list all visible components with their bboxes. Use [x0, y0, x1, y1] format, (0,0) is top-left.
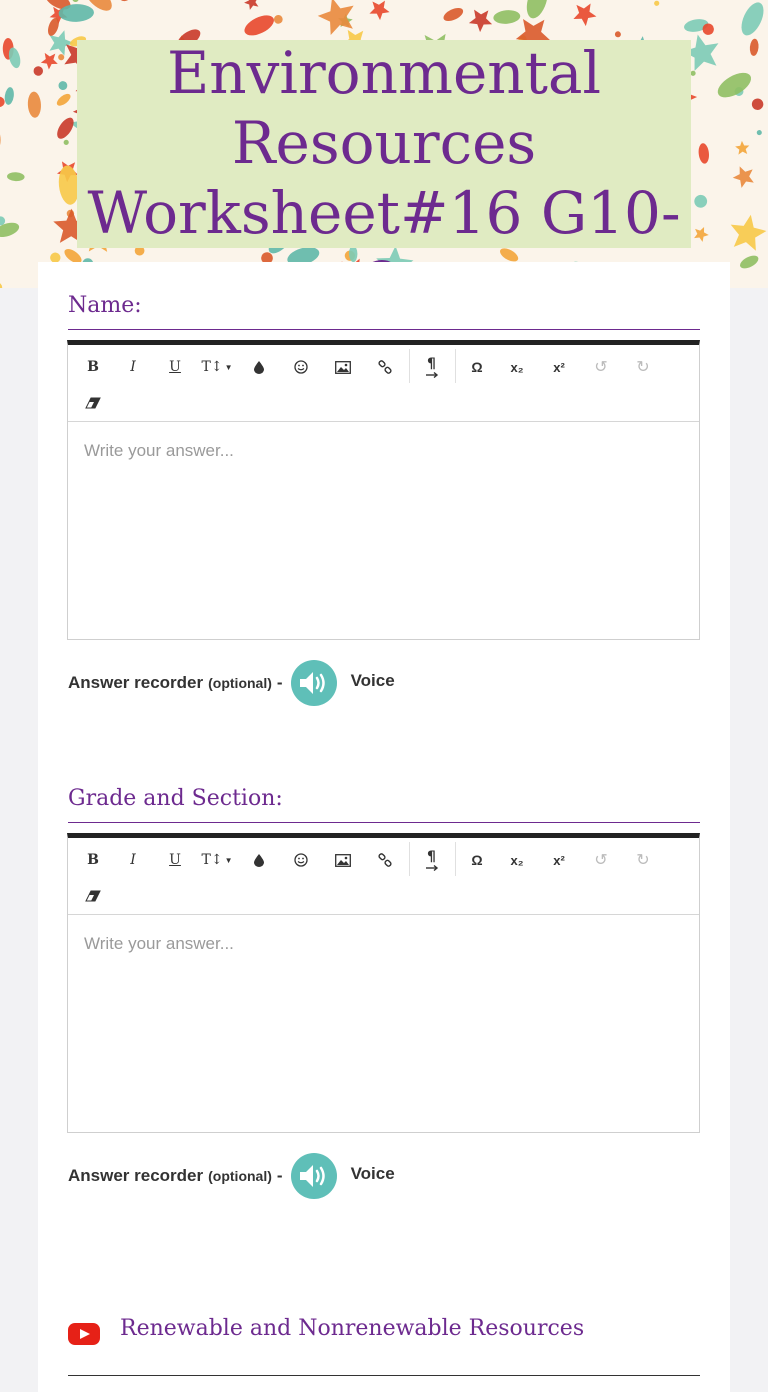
answer-recorder	[68, 660, 395, 706]
emoji-icon	[294, 360, 308, 374]
leaf-decoration	[523, 0, 552, 21]
recorder-dash: -	[276, 1166, 283, 1185]
leaf-decoration	[737, 0, 768, 39]
svg-text:¶: ¶	[427, 849, 436, 865]
text-size-button[interactable]	[200, 351, 234, 383]
emoji-button[interactable]	[284, 844, 318, 876]
bold-button[interactable]: B	[87, 852, 99, 868]
clear-format-button[interactable]	[76, 387, 110, 419]
underline-button[interactable]: U	[169, 852, 181, 868]
leaf-decoration	[118, 0, 131, 1]
recorder-label: Answer recorder	[68, 673, 204, 692]
chevron-down-icon: ▼	[224, 362, 233, 372]
editor-toolbar	[68, 838, 699, 915]
leaf-decoration	[33, 65, 44, 76]
leaf-decoration	[54, 115, 77, 142]
leaf-decoration	[465, 3, 497, 35]
emoji-button[interactable]	[284, 351, 318, 383]
paragraph-direction-button[interactable]	[415, 844, 449, 876]
color-drop-icon	[254, 361, 264, 374]
link-button[interactable]	[368, 844, 402, 876]
video-title[interactable]: Renewable and Nonrenewable Resources	[120, 1316, 585, 1341]
recorder-dash: -	[276, 673, 283, 692]
bold-button[interactable]: B	[87, 359, 99, 375]
italic-button[interactable]: I	[130, 359, 136, 375]
recorder-optional: (optional)	[208, 1168, 272, 1184]
leaf-decoration	[57, 80, 69, 92]
voice-label: Voice	[350, 1164, 395, 1183]
text-color-button[interactable]	[242, 844, 276, 876]
leaf-decoration	[714, 68, 755, 102]
leaf-decoration	[493, 9, 521, 25]
section-divider	[68, 1375, 700, 1376]
special-char-button[interactable]: Ω	[471, 852, 483, 868]
redo-button[interactable]: ↻	[636, 359, 650, 376]
title-line-2: Resources	[231, 109, 537, 177]
answer-placeholder[interactable]: Write your answer...	[84, 441, 234, 460]
youtube-icon	[68, 1322, 100, 1346]
leaf-decoration	[653, 0, 660, 7]
leaf-decoration	[738, 253, 760, 271]
leaf-decoration	[730, 213, 768, 254]
leaf-decoration	[733, 139, 753, 158]
leaf-decoration	[4, 87, 15, 106]
voice-record-button[interactable]	[291, 1153, 337, 1199]
image-button[interactable]	[326, 351, 360, 383]
leaf-decoration	[274, 15, 283, 24]
chevron-down-icon: ▼	[224, 855, 233, 865]
speaker-icon	[297, 669, 331, 697]
leaf-decoration	[72, 0, 79, 2]
paragraph-direction-button[interactable]	[415, 351, 449, 383]
leaf-decoration	[244, 0, 259, 10]
svg-text:¶: ¶	[427, 356, 436, 372]
clear-format-button[interactable]	[76, 880, 110, 912]
leaf-decoration	[366, 0, 375, 1]
subscript-button[interactable]: x₂	[510, 359, 524, 375]
eraser-icon	[85, 890, 101, 902]
leaf-decoration	[692, 226, 710, 243]
undo-button[interactable]: ↺	[594, 852, 608, 869]
special-char-button[interactable]: Ω	[471, 359, 483, 375]
recorder-optional: (optional)	[208, 675, 272, 691]
toolbar-separator	[455, 349, 456, 383]
link-icon	[378, 853, 392, 867]
redo-button[interactable]: ↻	[636, 852, 650, 869]
link-icon	[378, 360, 392, 374]
leaf-decoration	[731, 163, 760, 192]
leaf-decoration	[750, 96, 766, 112]
answer-editor-name[interactable]	[67, 340, 700, 640]
voice-record-button[interactable]	[291, 660, 337, 706]
leaf-decoration	[55, 92, 73, 108]
image-button[interactable]	[326, 844, 360, 876]
leaf-decoration	[756, 129, 763, 136]
question-label-grade-section: Grade and Section:	[68, 786, 283, 811]
superscript-button[interactable]: x²	[553, 359, 565, 375]
paragraph-direction-icon	[425, 356, 439, 378]
underline-button[interactable]: U	[169, 359, 181, 375]
leaf-decoration	[749, 38, 759, 56]
eraser-icon	[85, 397, 101, 409]
voice-label: Voice	[350, 671, 395, 690]
question-divider	[68, 822, 700, 823]
leaf-decoration	[7, 172, 25, 182]
leaf-decoration	[369, 0, 390, 21]
text-size-label: T↕	[201, 359, 223, 375]
emoji-icon	[294, 853, 308, 867]
superscript-button[interactable]: x²	[553, 852, 565, 868]
text-size-label: T↕	[201, 852, 223, 868]
subscript-button[interactable]: x₂	[510, 852, 524, 868]
toolbar-separator	[409, 842, 410, 876]
answer-editor-grade-section[interactable]	[67, 833, 700, 1133]
image-icon	[335, 854, 351, 867]
leaf-decoration	[442, 5, 466, 23]
title-line-3: Worksheet#16 G10-	[87, 179, 681, 247]
undo-button[interactable]: ↺	[594, 359, 608, 376]
leaf-decoration	[0, 282, 2, 288]
recorder-label: Answer recorder	[68, 1166, 204, 1185]
leaf-decoration	[698, 143, 710, 164]
leaf-decoration	[0, 127, 1, 153]
leaf-decoration	[241, 11, 277, 39]
toolbar-separator	[409, 349, 410, 383]
leaf-decoration	[63, 139, 70, 146]
leaf-decoration	[27, 91, 41, 118]
link-button[interactable]	[368, 351, 402, 383]
answer-placeholder[interactable]: Write your answer...	[84, 934, 234, 953]
leaf-decoration	[573, 1, 599, 28]
question-divider	[68, 329, 700, 330]
editor-toolbar	[68, 345, 699, 422]
color-drop-icon	[254, 854, 264, 867]
text-size-button[interactable]	[200, 844, 234, 876]
leaf-decoration	[692, 193, 710, 211]
image-icon	[335, 361, 351, 374]
question-label-name: Name:	[68, 293, 142, 318]
leaf-decoration	[58, 54, 65, 61]
answer-recorder	[68, 1153, 395, 1199]
italic-button[interactable]: I	[130, 852, 136, 868]
paragraph-direction-icon	[425, 849, 439, 871]
speaker-icon	[297, 1162, 331, 1190]
text-color-button[interactable]	[242, 351, 276, 383]
title-line-1: Environmental	[166, 39, 602, 107]
toolbar-separator	[455, 842, 456, 876]
leaf-decoration	[40, 53, 58, 70]
